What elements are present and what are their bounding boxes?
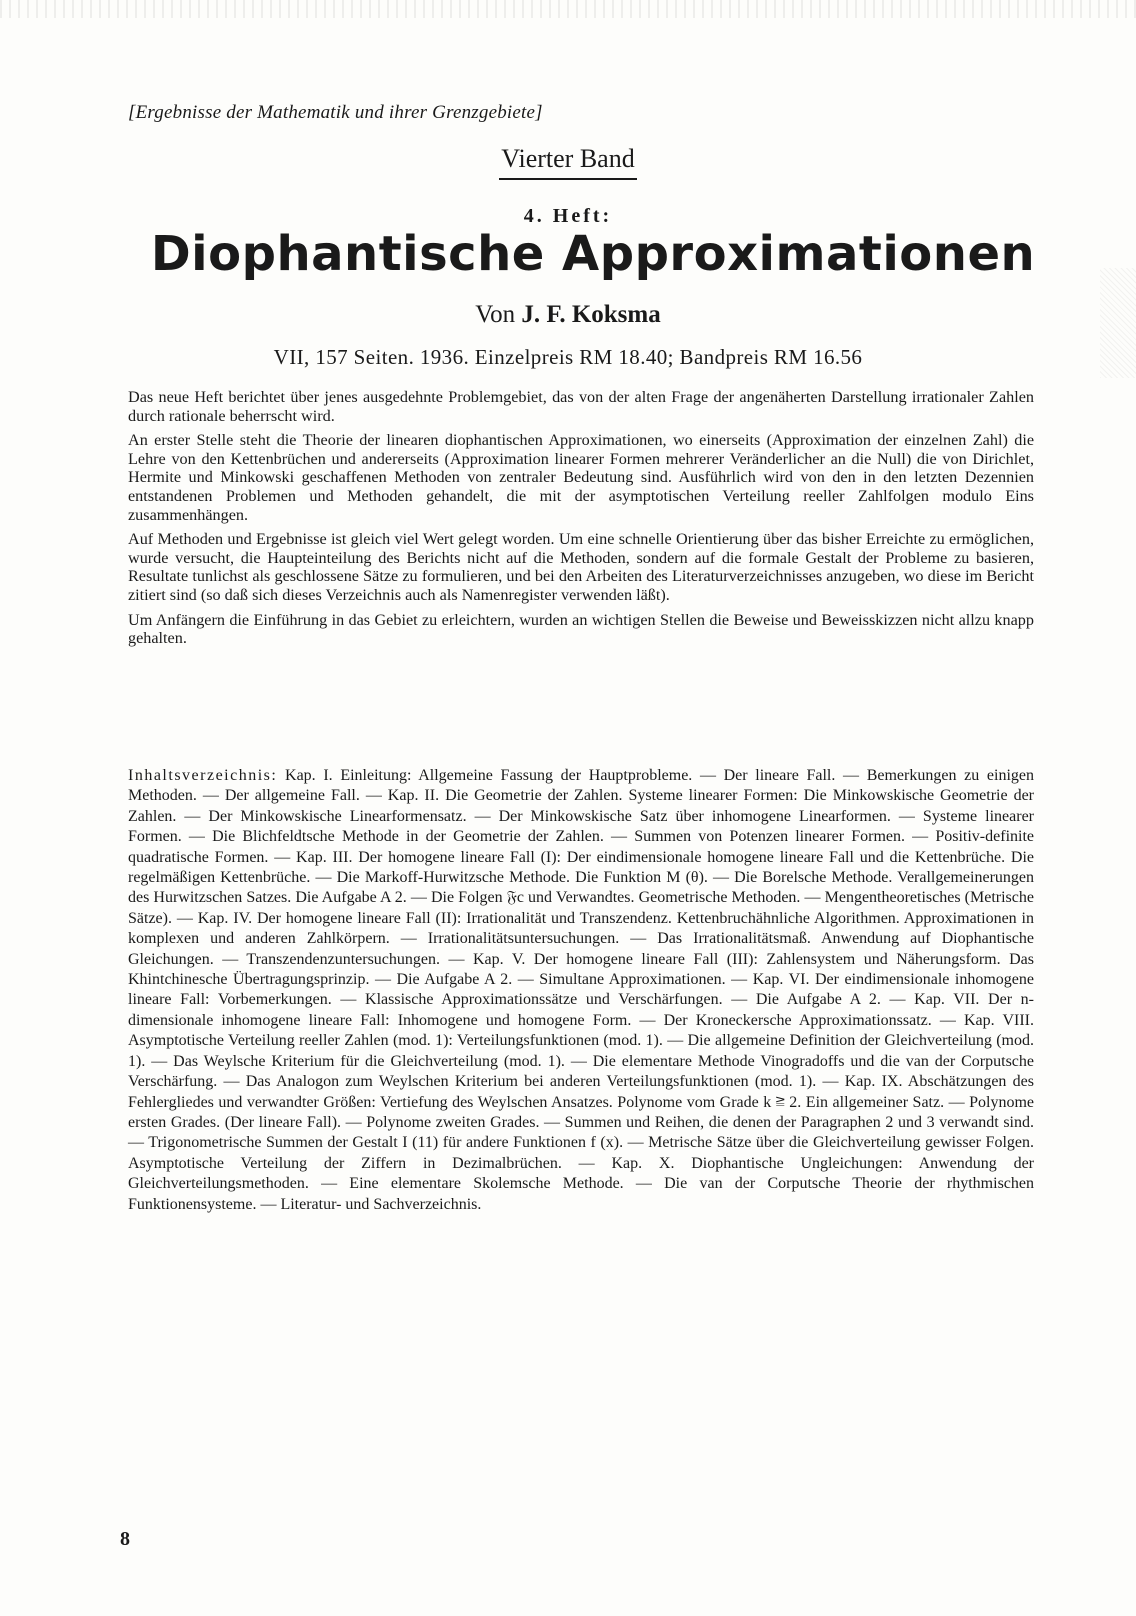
issue-label: 4. Heft: [523,205,613,227]
author-prefix: Von [475,301,516,328]
table-of-contents [128,766,1034,1215]
volume-label: Vierter Band [499,144,636,180]
paragraph: Um Anfängern die Einführung in das Gebiet zu erleichtern, wurden an wichtigen Stellen die Beweise und Beweisskizzen nicht allzu knapp gehalten. [128,610,1034,648]
scan-artifact [0,0,1136,18]
page-number: 8 [120,1528,130,1550]
toc-text: Kap. I. Einleitung: Allgemeine Fassung der Hauptprobleme. — Der lineare Fall. — Bemerkungen zu einigen Methoden. — Der allgemeine Fall. — Kap. II. Die Geometrie der Zahlen. Systeme linearer Formen: Die Minkowskische Geometrie der Zahlen. — Der Minkowskische Linearformensatz. — Der Minkowskische Satz über inhomogene Linearformen. — Systeme linearer Formen. — Die Blichfeldtsche Methode in der Geometrie der Zahlen. — Summen von Potenzen linearer Formen. — Positiv-definite quadratische Formen. — Kap. III. Der homogene lineare Fall (I): Der eindimensionale homogene lineare Fall und die Kettenbrüche. Die regelmäßigen Kettenbrüche. — Die Markoff-Hurwitzsche Methode. Die Funktion M (θ). — Die Borelsche Methode. Verallgemeinerungen des Hurwitzschen Satzes. Die Aufgabe A 2. — Die Folgen 𝔉c und Verwandtes. Geometrische Methoden. — Mengentheoretisches (Metrische Sätze). — Kap. IV. Der homogene lineare Fall (II): Irrationalität und Transzendenz. Kettenbruchähnliche Algorithmen. Approximationen in komplexen und anderen Zahlkörpern. — Irrationalitätsuntersuchungen. — Das Irrationalitätsmaß. Anwendung auf Diophantische Gleichungen. — Transzendenzuntersuchungen. — Kap. V. Der homogene lineare Fall (III): Zahlensystem und Näherungsform. Das Khintchinesche Übertragungsprinzip. — Die Aufgabe A 2. — Simultane Approximationen. — Kap. VI. Der eindimensionale inhomogene lineare Fall: Vorbemerkungen. — Klassische Approximationssätze und Verschärfungen. — Die Aufgabe A 2. — Kap. VII. Der n-dimensionale inhomogene lineare Fall: Inhomogene und homogene Form. — Der Kroneckersche Approximationssatz. — Kap. VIII. Asymptotische Verteilung reeller Zahlen (mod. 1): Verteilungsfunktionen (mod. 1). — Die allgemeine Definition der Gleichverteilung (mod. 1). — Das Weylsche Kriterium für die Gleichverteilung (mod. 1). — Die elementare Methode Vinogradoffs und die van der Corputsche Verschärfung. — Das Analogon zum Weylschen Kriterium bei anderen Verteilungsfunktionen (mod. 1). — Kap. IX. Abschätzungen des Fehlergliedes und verwandter Größen: Vertiefung des Weylschen Ansatzes. Polynome vom Grade k ≧ 2. Ein allgemeiner Satz. — Polynome ersten Grades. (Der lineare Fall). — Polynome zweiten Grades. — Summen und Reihen, die denen der Paragraphen 2 und 3 verwandt sind. — Trigonometrische Summen der Gestalt I (11) für andere Funktionen f (x). — Metrische Sätze über die Gleichverteilung gewisser Folgen. Asymptotische Verteilung der Ziffern in Dezimalbrüchen. — Kap. X. Diophantische Ungleichungen: Anwendung der Gleichverteilungsmethoden. — Eine elementare Skolemsche Methode. — Die van der Corputsche Theorie der rhythmischen Funktionensysteme. — Literatur- und Sachverzeichnis. [128,767,1035,1213]
toc-label: Inhaltsverzeichnis: [128,767,278,784]
paragraph: Auf Methoden und Ergebnisse ist gleich viel Wert gelegt worden. Um eine schnelle Orientierung über das bisher Erreichte zu ermöglichen, wurde versucht, die Haupteinteilung des Berichts nicht auf die Methoden, sondern auf die formale Gestalt der Probleme zu basieren, Resultate tunlichst als geschlossene Sätze zu formulieren, und bei den Arbeiten des Literaturverzeichnisses anzugeben, wo diese im Bericht zitiert sind (so daß sich dieses Verzeichnis auch als Namenregister verwenden läßt). [128,530,1034,604]
volume-heading [0,144,1136,180]
author-name: J. F. Koksma [521,301,661,328]
paragraph: An erster Stelle steht die Theorie der linearen diophantischen Approximationen, wo einerseits (Approximation der einzelnen Zahl) die Lehre von den Kettenbrüchen und andererseits (Approximation linearer Formen mehrerer Veränderlicher an die Null) die von Dirichlet, Hermite und Minkowski geschaffenen Methoden von zentraler Bedeutung sind. Ausführlich wird von den in den letzten Dezennien entstandenen Problemen und Methoden gehandelt, die mit der asymptotischen Verteilung reeller Zahlfolgen modulo Eins zusammenhängen. [128,431,1034,524]
description [128,388,1034,654]
author-line [0,301,1136,329]
publication-info: VII, 157 Seiten. 1936. Einzelpreis RM 18.40; Bandpreis RM 16.56 [273,345,863,369]
book-title: Diophantische Approximationen [150,226,1036,282]
series-title: [Ergebnisse der Mathematik und ihrer Grenzgebiete] [128,102,543,123]
paragraph: Das neue Heft berichtet über jenes ausgedehnte Problemgebiet, das von der alten Frage der angenäherten Darstellung irrationaler Zahlen durch rationale beherrscht wird. [128,388,1034,425]
